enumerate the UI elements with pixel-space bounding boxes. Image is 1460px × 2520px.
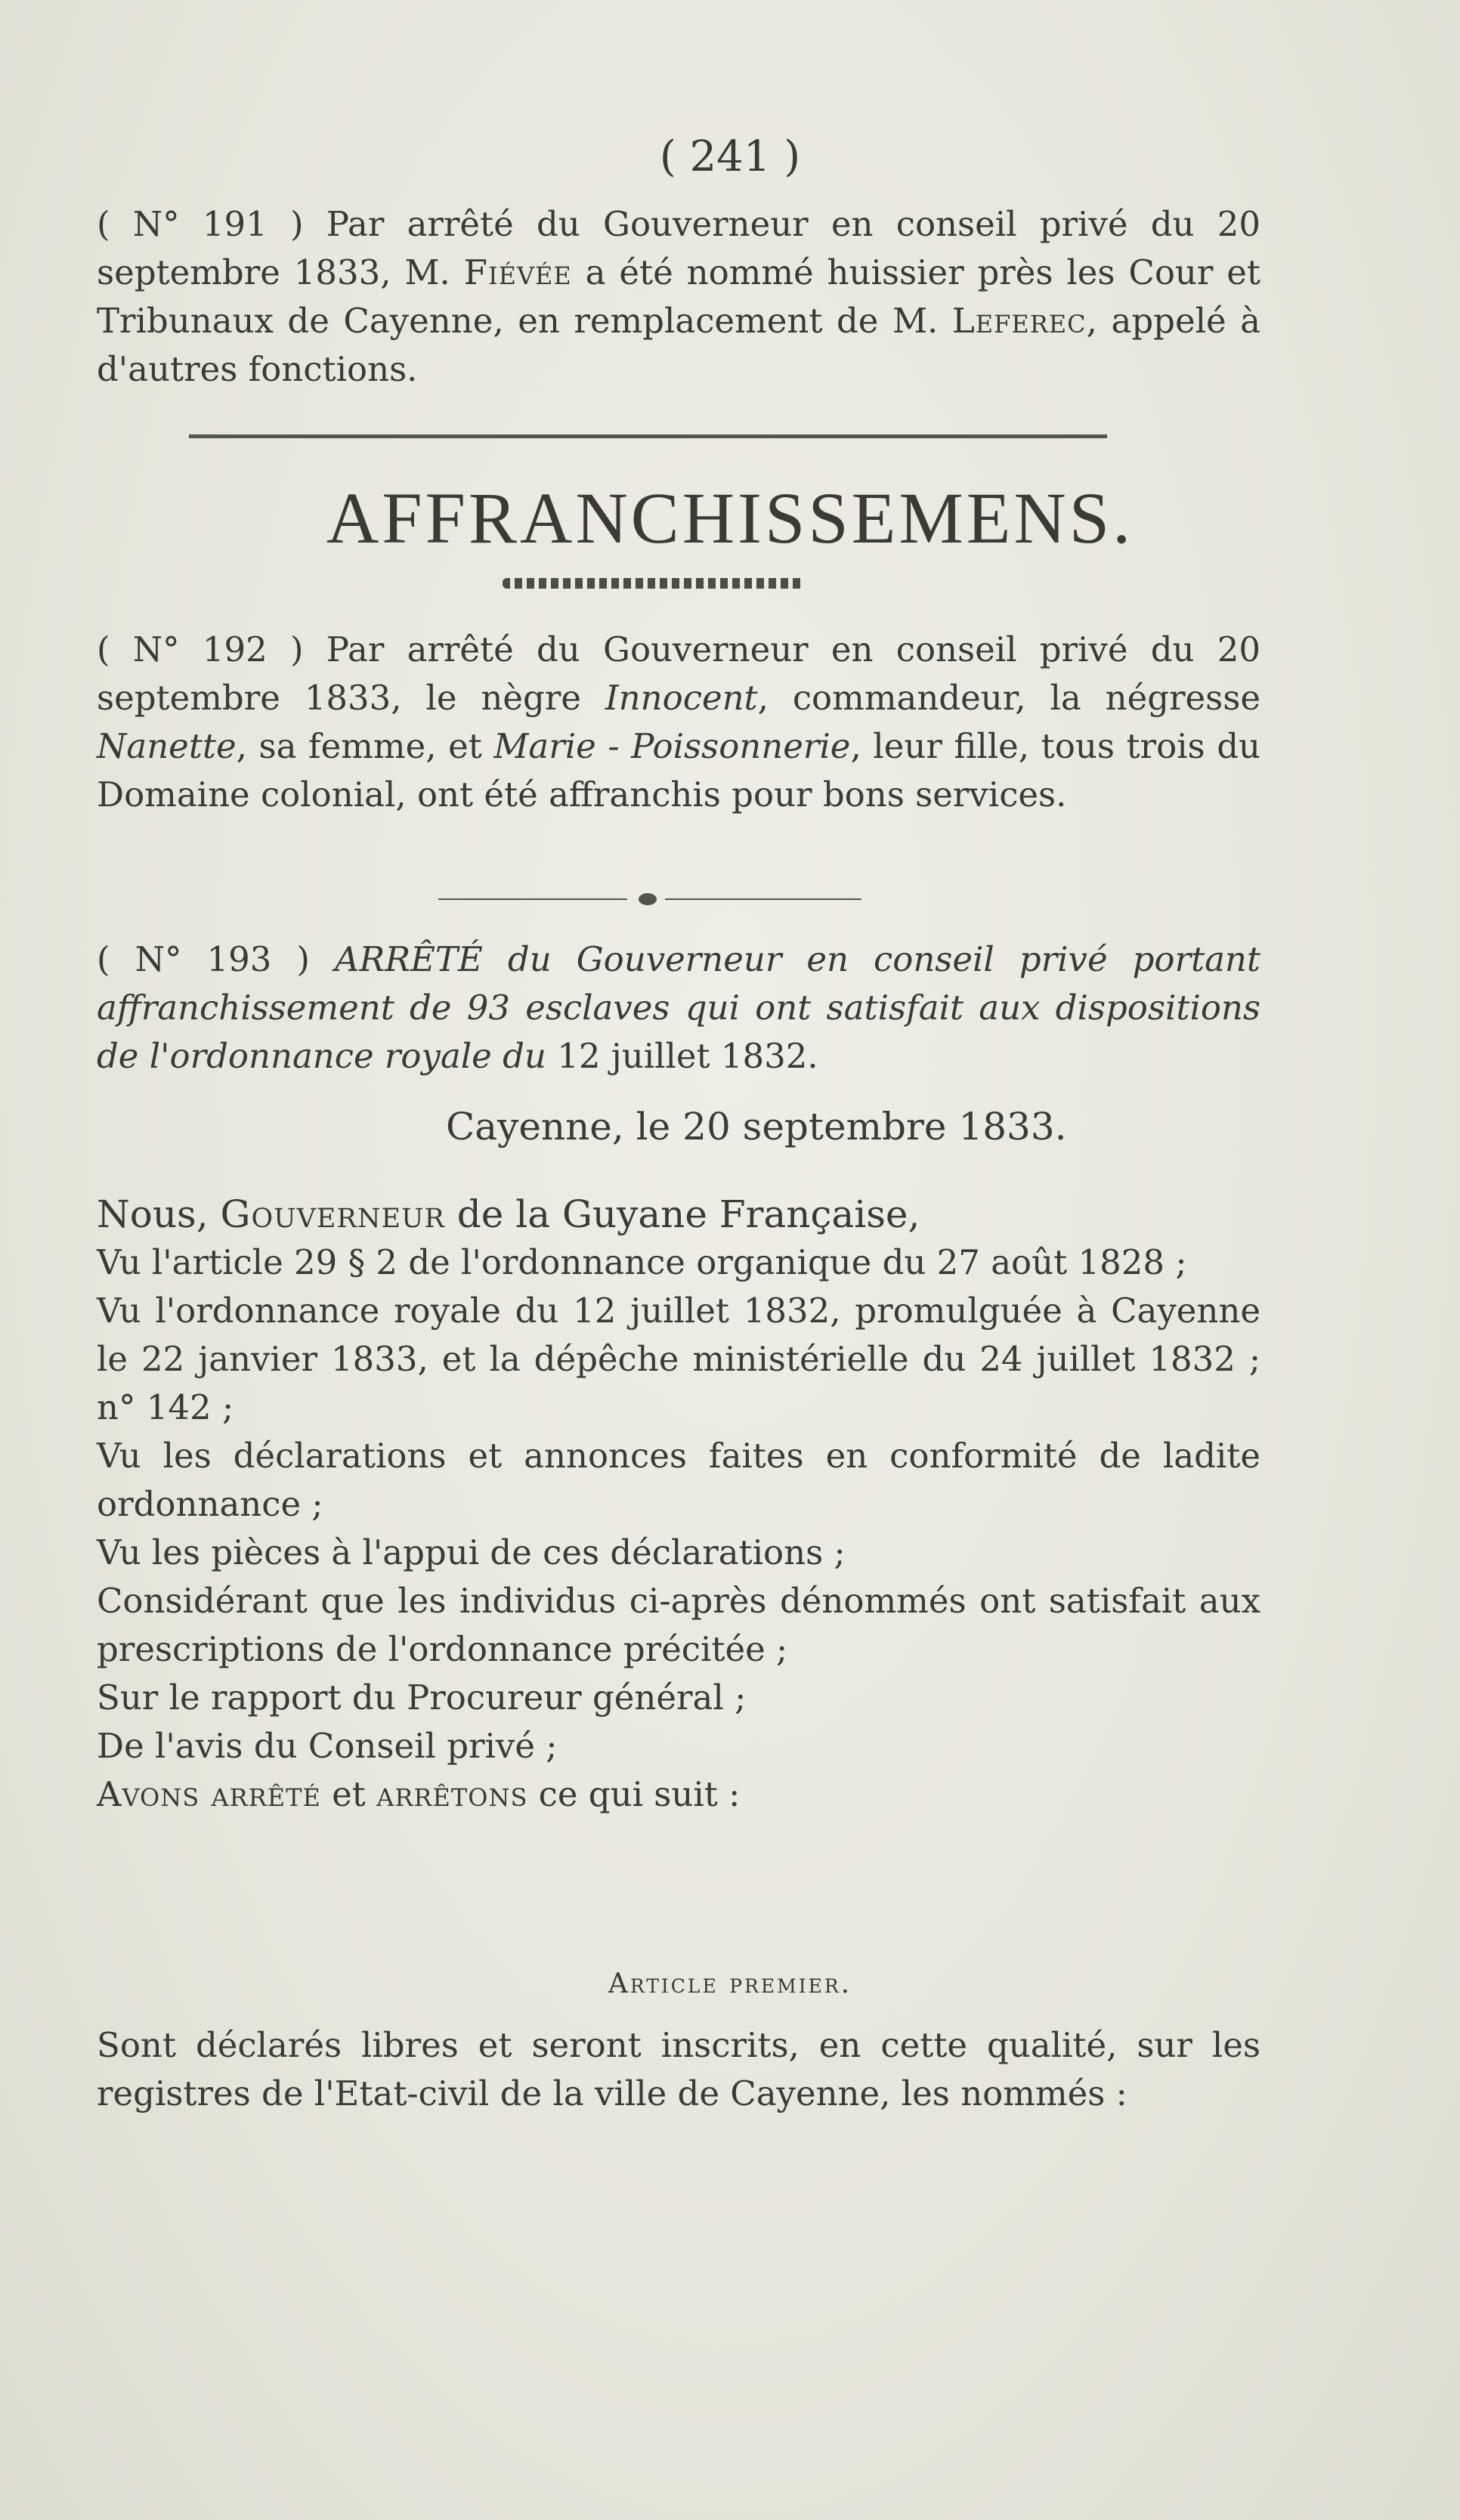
dateline: Cayenne, le 20 septembre 1833. — [446, 1105, 1067, 1149]
preamble-line: Vu l'ordonnance royale du 12 juillet 1832, promulguée à Cayenne le 22 janvier 1833, et la dépêche ministérielle du 24 juillet 1832 ; n° 142 ; — [97, 1291, 1260, 1427]
section-heading: AFFRANCHISSEMENS. — [326, 478, 1134, 558]
entry-191: ( N° 191 ) Par arrêté du Gouverneur en conseil privé du 20 septembre 1833, M. Fiévée a été nommé huissier près les Cour et Tribunaux de Cayenne, en remplacement de M. Leferec, appelé à d'autres fonctions. — [97, 204, 1261, 389]
name-leferec: Leferec — [951, 301, 1087, 341]
heading-ornament — [503, 578, 805, 589]
page-number: ( 241 ) — [659, 132, 801, 181]
entry-separator-ornament — [438, 892, 861, 907]
preamble-line: De l'avis du Conseil privé ; — [97, 1726, 558, 1766]
preamble-line: Sur le rapport du Procureur général ; — [97, 1677, 747, 1718]
preamble-line: Vu l'article 29 § 2 de l'ordonnance organique du 27 août 1828 ; — [97, 1242, 1187, 1282]
preamble: Nous, Gouverneur de la Guyane Française, Vu l'article 29 § 2 de l'ordonnance organique du 27 août 1828 ; Vu l'ordonnance royale du 12 juillet 1832, promulguée à Cayenne le 22 janvier 1833, et la dépêche ministérielle du 24 juillet 1832 ; n° 142 ; Vu les déclarations et annonces faites en conformité de ladite ordonnance ; Vu les pièces à l'appui de ces déclarations ; Considérant que les individus ci-après dénommés ont satisfait aux prescriptions de l'ordonnance précitée ; Sur le rapport du Procureur général ; De l'avis du Conseil privé ; Avons arrêté et arrêtons ce qui suit : — [97, 1192, 1260, 1814]
entry-192: ( N° 192 ) Par arrêté du Gouverneur en conseil privé du 20 septembre 1833, le nègre Innocent, commandeur, la négresse Nanette, sa femme, et Marie - Poissonnerie, leur fille, tous trois du Domaine colonial, ont été affranchis pour bons services. — [97, 629, 1260, 815]
article-heading: Article premier. — [608, 1968, 852, 1999]
entry-193: ( N° 193 ) ARRÊTÉ du Gouverneur en conseil privé portant affranchissement de 93 esclaves qui ont satisfait aux dispositions de l'ordonnance royale du 12 juillet 1832. — [97, 939, 1260, 1076]
preamble-line: Vu les déclarations et annonces faites en conformité de ladite ordonnance ; — [97, 1436, 1260, 1524]
preamble-line: Considérant que les individus ci-après dénommés ont satisfait aux prescriptions de l'ordonnance précitée ; — [97, 1581, 1260, 1669]
name-fievee: Fiévée — [463, 252, 572, 292]
section-rule — [189, 434, 1107, 438]
article-text: Sont déclarés libres et seront inscrits, en cette qualité, sur les registres de l'Etat-civil de la ville de Cayenne, les nommés : — [97, 2025, 1260, 2113]
preamble-line: Vu les pièces à l'appui de ces déclarations ; — [97, 1532, 846, 1572]
